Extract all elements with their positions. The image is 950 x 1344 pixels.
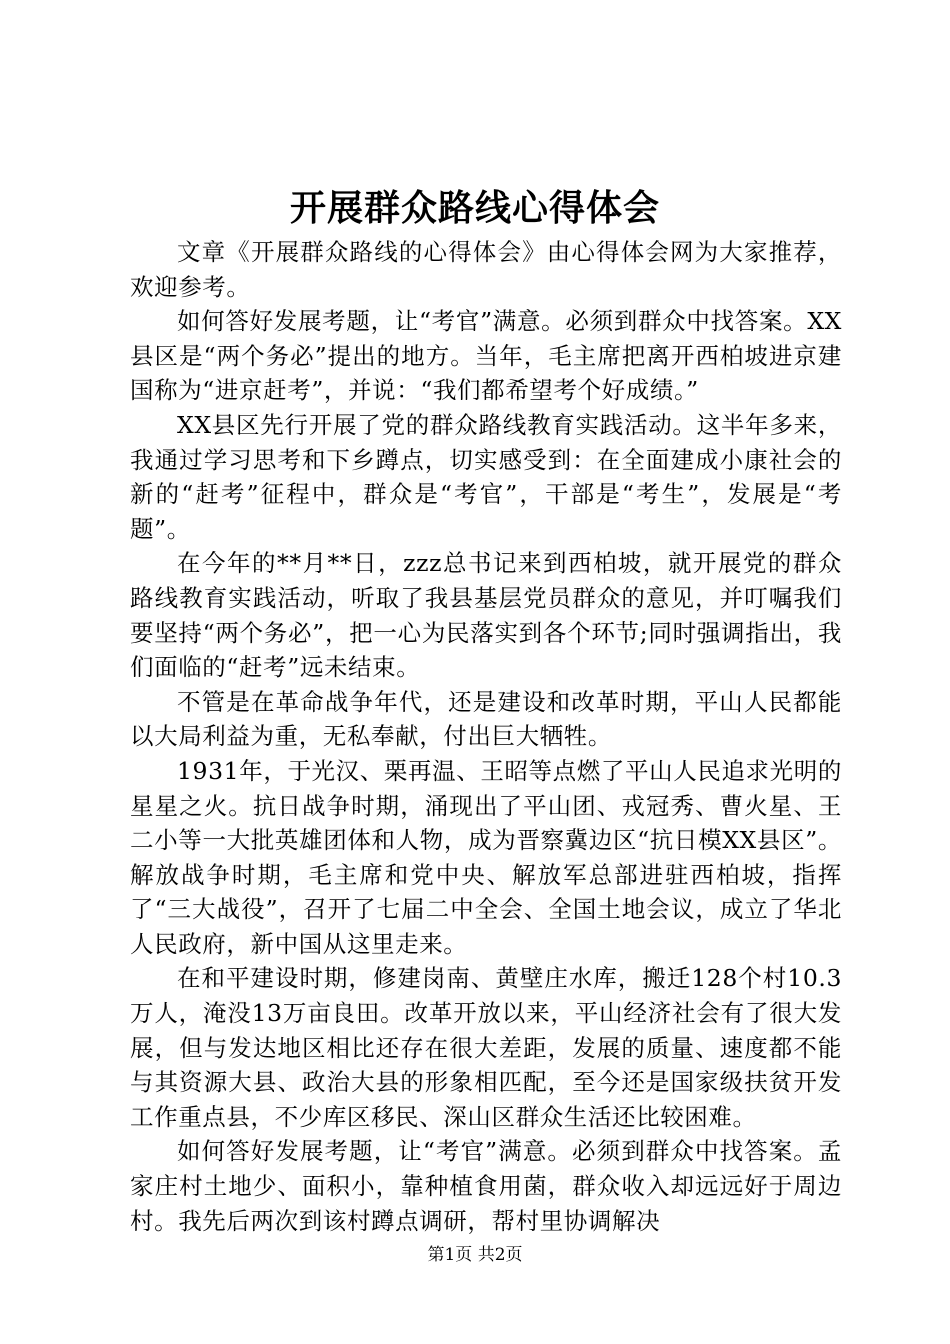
paragraph: 1931年，于光汉、栗再温、王昭等点燃了平山人民追求光明的星星之火。抗日战争时期，涌现出了平山团、戎冠秀、曹火星、王二小等一大批英雄团体和人物，成为晋察冀边区“抗日模XX县区”。解放战争时期，毛主席和党中央、解放军总部进驻西柏坡，指挥了“三大战役”，召开了七届二中全会、全国土地会议，成立了华北人民政府，新中国从这里走来。 (130, 756, 842, 958)
paragraph: XX县区先行开展了党的群众路线教育实践活动。这半年多来，我通过学习思考和下乡蹲点，切实感受到：在全面建成小康社会的新的“赶考”征程中，群众是“考官”，干部是“考生”，发展是“考题”。 (130, 410, 842, 543)
page-number-footer: 第1页 共2页 (427, 1245, 523, 1265)
paragraph: 在今年的**月**日，zzz总书记来到西柏坡，就开展党的群众路线教育实践活动，听取了我县基层党员群众的意见，并叮嘱我们要坚持“两个务必”，把一心为民落实到各个环节;同时强调指出，我们面临的“赶考”远未结束。 (130, 549, 842, 682)
paragraph: 不管是在革命战争年代，还是建设和改革时期，平山人民都能以大局利益为重，无私奉献，付出巨大牺牲。 (130, 687, 842, 751)
document-body (130, 235, 842, 1238)
paragraph: 如何答好发展考题，让“考官”满意。必须到群众中找答案。XX县区是“两个务必”提出的地方。当年，毛主席把离开西柏坡进京建国称为“进京赶考”，并说：“我们都希望考个好成绩。” (130, 307, 842, 405)
paragraph: 如何答好发展考题，让“考官”满意。必须到群众中找答案。孟家庄村土地少、面积小，靠种植食用菌，群众收入却远远好于周边村。我先后两次到该村蹲点调研，帮村里协调解决 (130, 1137, 842, 1235)
paragraph: 在和平建设时期，修建岗南、黄壁庄水库，搬迁128个村10.3万人，淹没13万亩良田。改革开放以来，平山经济社会有了很大发展，但与发达地区相比还存在很大差距，发展的质量、速度都不能与其资源大县、政治大县的形象相匹配，至今还是国家级扶贫开发工作重点县，不少库区移民、深山区群众生活还比较困难。 (130, 964, 842, 1131)
paragraph: 文章《开展群众路线的心得体会》由心得体会网为大家推荐，欢迎参考。 (130, 238, 842, 301)
document-title: 开展群众路线心得体会 (289, 187, 660, 229)
